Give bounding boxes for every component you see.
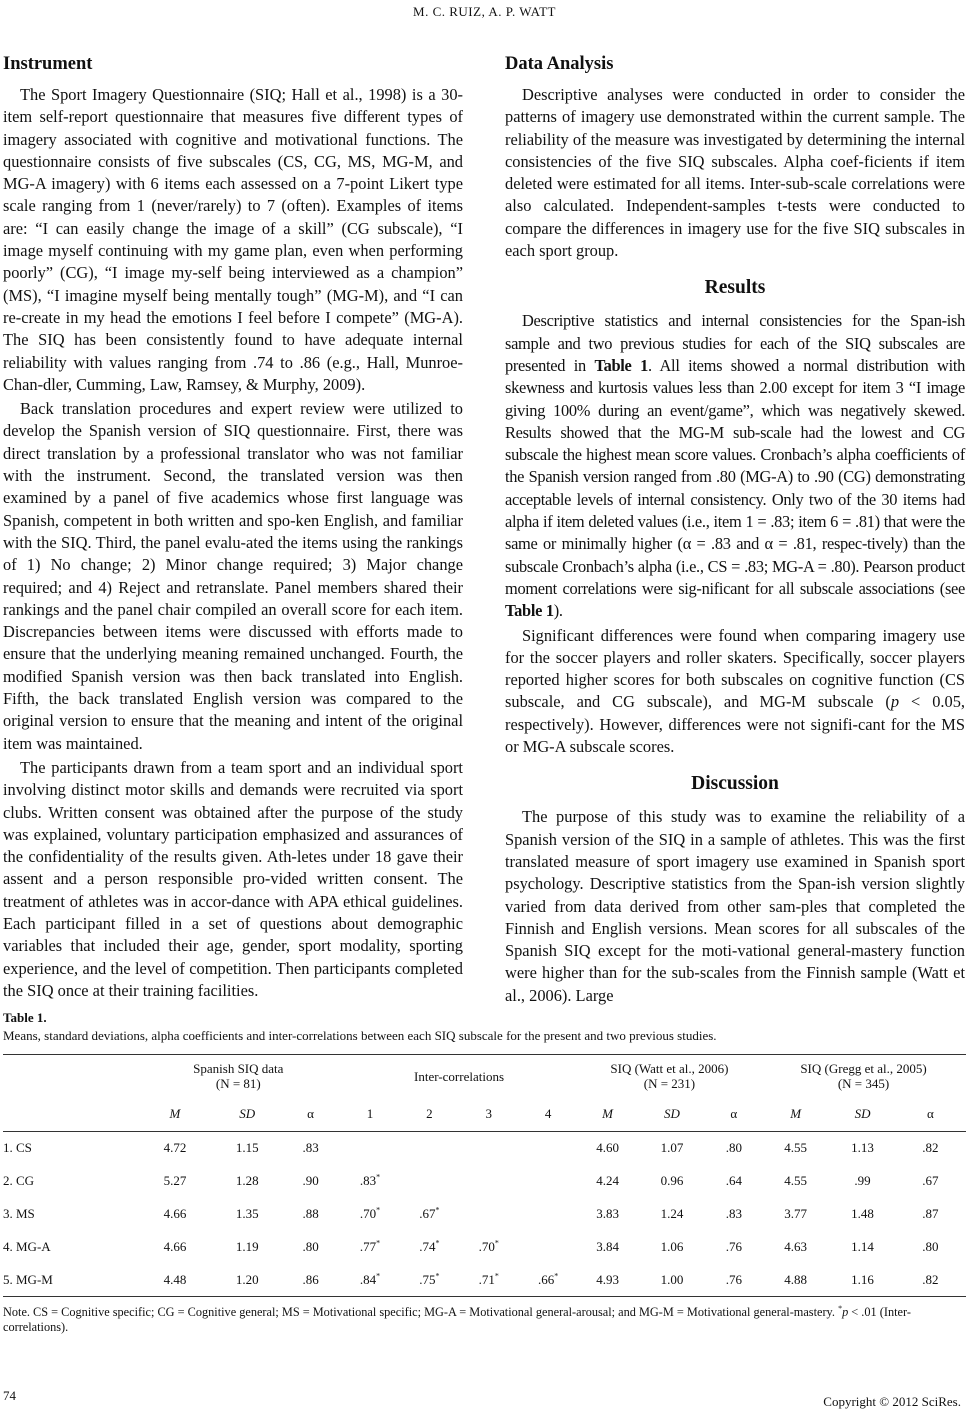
col-header: SD <box>637 1098 706 1132</box>
section-heading-results: Results <box>704 277 766 299</box>
table-1 <box>3 1010 966 1335</box>
paragraph: The participants drawn from a team sport and an individual sport involving distinct motor skills and demands were recruited via sport clubs. Written consent was obtained after the purpose of the study was explained, voluntary participation emphasized and assurances of the confidentiality of the results given. Ath-letes under 18 gave their assent and a person responsible pro-vided written consent. The treatment of athletes was in accor-dance with APA ethical guidelines. Each participant filled in a set of questions about demographic variables that included their age, gender, sport modality, sporting experience, and the level of competition. Then participants completed the SIQ once at their training facilities. <box>3 757 463 1000</box>
paragraph: Significant differences were found when comparing imagery use for the soccer players and roller skaters. Specifically, soccer players reported higher scores for both subscales on cognitive function (CS subscale, and CG subscale), and MG-M subscale (p < 0.05, respectively). However, differences were not signifi-cant for the MS or MG-A subscale scores. <box>505 625 965 757</box>
col-header: 4 <box>518 1098 577 1132</box>
page-number: 74 <box>3 1388 16 1403</box>
left-column <box>3 52 463 1002</box>
table-row: 2. CG 5.27 1.28 .90 .83* 4.24 0.96 .64 4.55 .99 .67 <box>3 1172 939 1188</box>
table-label: Table 1. <box>3 1010 47 1025</box>
right-column <box>505 52 965 1007</box>
col-header: M <box>761 1098 830 1132</box>
table-caption: Means, standard deviations, alpha coefficients and inter-correlations between each SIQ subscale for the present and two previous studies. <box>3 1028 717 1043</box>
section-heading-instrument: Instrument <box>3 54 93 74</box>
table-row: 5. MG-M 4.48 1.20 .86 .84* .75* .71* .66* 4.93 1.00 .76 4.88 1.16 .82 <box>3 1264 966 1297</box>
section-heading-data-analysis: Data Analysis <box>505 54 614 74</box>
paragraph: Descriptive statistics and internal consistencies for the Span-ish sample and two previous studies for each of the SIQ subscales are presented in Table 1. All items showed a normal distribution with skewness and kurtosis values less than 2.00 except for item 3 “I image giving 100% during an event/game”, which was negatively skewed. Results showed that the MG-M sub-scale had the lowest and CG subscale the highest mean score values. Cronbach’s alpha coefficients of the Spanish version ranged from .80 (MG-A) to .90 (CG) demonstrating acceptable levels of internal consistency. Only two of the 30 items had alpha if item deleted values (i.e., item 1 = .83; item 6 = .81) that were the same or minimally higher (α = .83 and α = .81, respec-tively) than the subscale Cronbach’s alpha (i.e., CS = .83; MG-A = .80). Pearson product moment correlations were sig-nificant for all subscale associations (see Table 1). <box>505 311 965 621</box>
running-head: M. C. RUIZ, A. P. WATT <box>413 4 556 19</box>
col-header: α <box>707 1098 761 1132</box>
col-header: SD <box>214 1098 281 1132</box>
col-header: M <box>578 1098 637 1132</box>
group-header-spanish: Spanish SIQ data (N = 81) <box>136 1055 340 1098</box>
group-header-inter: Inter-correlations <box>340 1055 578 1098</box>
copyright: Copyright © 2012 SciRes. <box>823 1394 961 1409</box>
section-heading-discussion: Discussion <box>691 773 779 795</box>
paragraph: The purpose of this study was to examine the reliability of a Spanish version of the SIQ in a sample of athletes. This was the first translated measure of sport imagery use examined in Spanish sport psychology. Descriptive statistics from the Span-ish version slightly varied from data derived from other sam-ples that completed the Finnish and English versions. Mean scores for all subscales of the Spanish SIQ except for the moti-vational general-mastery function were higher than for the sub-scales from the Finnish sample (Watt et al., 2006). Large <box>505 807 965 1005</box>
col-header: α <box>281 1098 340 1132</box>
table-reference: Table 1 <box>505 601 554 621</box>
col-header: α <box>895 1098 966 1132</box>
col-header: 1 <box>340 1098 399 1132</box>
table-reference: Table 1 <box>594 355 649 375</box>
paragraph: Descriptive analyses were conducted in order to consider the patterns of imagery use demonstrated within the current sample. The reliability of the measure was investigated by determining the internal consistencies of the five SIQ subscales. Alpha coef-ficients if item deleted were estimated for all items. Inter-sub-scale correlations were also calculated. Independent-samples t-tests were conducted to compare the differences in imagery use for the five SIQ subscales in each sport group. <box>505 85 965 261</box>
table-row: 3. MS 4.66 1.35 .88 .70* .67* 3.83 1.24 .83 3.77 1.48 .87 <box>3 1205 939 1221</box>
col-header: 3 <box>459 1098 518 1132</box>
table-row: 1. CS 4.72 1.15 .83 4.60 1.07 .80 4.55 1.13 .82 <box>3 1140 939 1156</box>
table-row: 4. MG-A 4.66 1.19 .80 .77* .74* .70* 3.84 1.06 .76 4.63 1.14 .80 <box>3 1238 939 1254</box>
col-header: 2 <box>400 1098 459 1132</box>
paragraph: Back translation procedures and expert review were utilized to develop the Spanish version of SIQ questionnaire. First, there was direct translation by a professional translator who was not familiar with the instrument. Second, the translated version was then examined by a panel of five academics whose first language was Spanish, competent in both written and spo-ken English, and familiar with the SIQ. Third, the panel evalu-ated the items using the rankings of 1) No change; 2) Minor change required; 3) Major change required; and 4) Reject and retranslate. Panel members shared their rankings and the panel chair compiled an overall score for each item. Discrepancies between items were discussed with efforts made to ensure that the underlying meaning remained unchanged. Fourth, the modified Spanish version was then back translated into English. Fifth, the back translated English version was compared to the original version to ensure that the meaning and intent of the original item was maintained. <box>3 399 463 753</box>
group-header-gregg: SIQ (Gregg et al., 2005) (N = 345) <box>761 1055 966 1098</box>
table-note: Note. CS = Cognitive specific; CG = Cognitive general; MS = Motivational specific; MG-A = Motivational general-arousal; and MG-M = Motivational general-mastery. *p < .01 (Inter-correlations). <box>3 1303 911 1334</box>
col-header: M <box>136 1098 213 1132</box>
group-header-watt: SIQ (Watt et al., 2006) (N = 231) <box>578 1055 761 1098</box>
paragraph: The Sport Imagery Questionnaire (SIQ; Hall et al., 1998) is a 30-item self-report questionnaire that measures five different types of imagery associated with cognitive and motivational functions. The questionnaire consists of five subscales (CS, CG, MS, MG-M, and MG-A imagery) with 6 items each assessed on a 7-point Likert type scale ranging from 1 (never/rarely) to 7 (often). Examples of items are: “I can easily change the image of a skill” (CG subscale), “I image myself continuing with my game plan, even when performing poorly” (CG), “I image my-self being interviewed as a champion” (MS), “I imagine myself being mentally tough” (MG-M), and “I can re-create in my head the emotions I feel before I compete” (MG-A). The SIQ has been consistently found to have adequate internal reliability with values ranging from .74 to .86 (e.g., Hall, Munroe- Chan-dler, Cumming, Law, Ramsey, & Murphy, 2009). <box>3 85 463 394</box>
data-table <box>3 1054 966 1297</box>
col-header: SD <box>830 1098 894 1132</box>
